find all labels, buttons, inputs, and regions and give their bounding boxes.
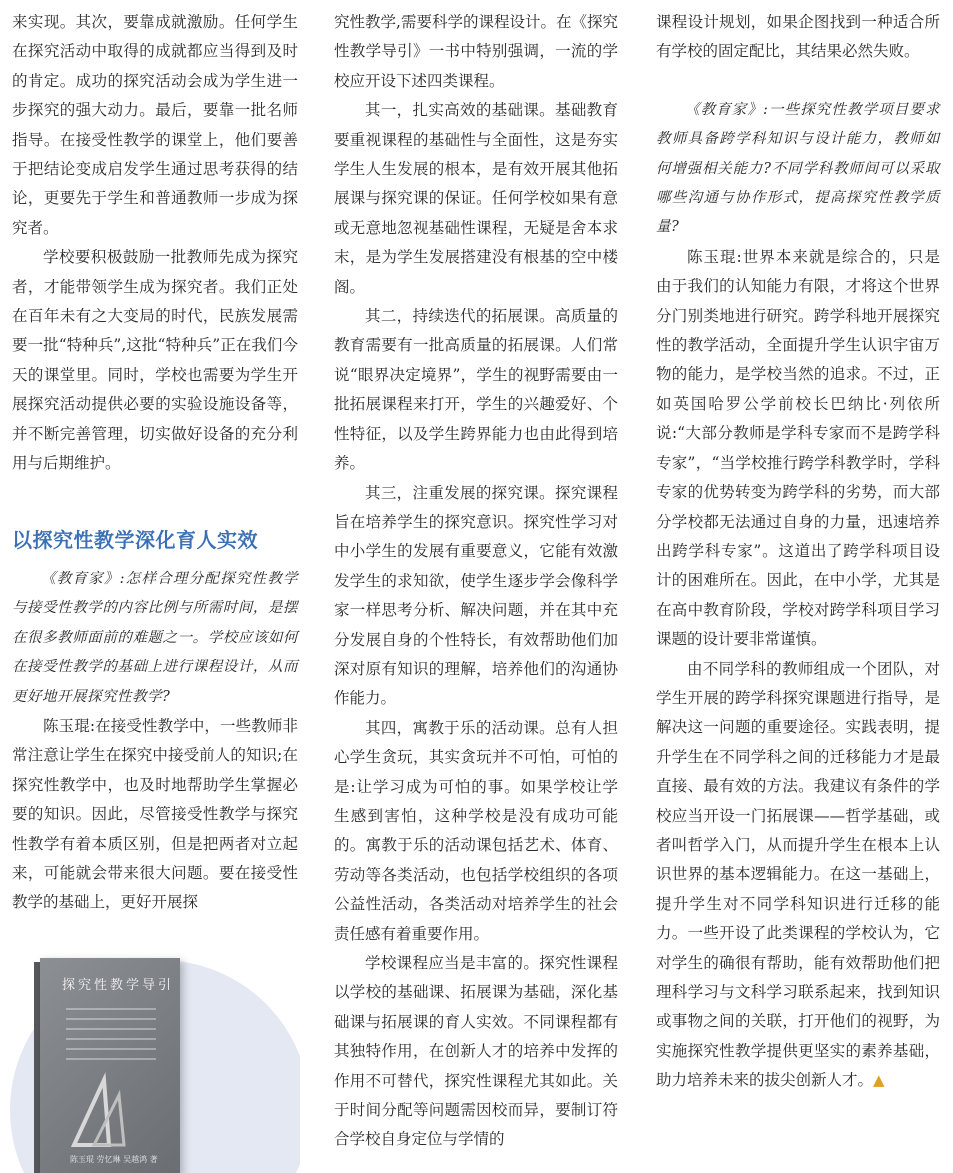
paragraph: 其二，持续迭代的拓展课。高质量的教育需要有一批高质量的拓展课。人们常说“眼界决定境界”，学生的视野需要由一批拓展课程来打开，学生的兴趣爱好、个性特征，以及学生跨界能力也由此得到培养。 [334, 307, 618, 473]
paragraph: 其三，注重发展的探究课。探究课程旨在培养学生的探究意识。探究性学习对中小学生的发展有重要意义，它能有效激发学生的求知欲，使学生逐步学会像科学家一样思考分析、解决问题，并在其中充分发展自身的个性特长，有效帮助他们加深对原有知识的理解，培养他们的沟通协作能力。 [334, 483, 618, 708]
book-image [0, 920, 300, 1173]
paragraph: 学校要积极鼓励一批教师先成为探究者，才能带领学生成为探究者。我们正处在百年未有之大变局的时代，民族发展需要一批“特种兵”,这批“特种兵”正在我们今天的课堂里。同时，学校也需要为学生开展探究活动提供必要的实验设施设备等，并不断完善管理，切实做好设备的充分利用与后期维护。 [12, 248, 298, 473]
paragraph: 其四，寓教于乐的活动课。总有人担心学生贪玩，其实贪玩并不可怕，可怕的是:让学习成为可怕的事。如果学校让学生感到害怕，这种学校是没有成功可能的。寓教于乐的活动课包括艺术、体育、劳动等各类活动，也包括学校组织的各项公益性活动，各类活动对培养学生的社会责任感有着重要作用。 [334, 718, 618, 943]
section-heading: 以探究性教学深化育人实效 [12, 528, 258, 552]
book-authors: 陈玉琨 劳忆琳 吴越鸿 著 [70, 1155, 158, 1164]
column-2 [334, 8, 618, 1155]
column-1 [12, 8, 298, 479]
interview-answer: 陈玉琨:世界本来就是综合的，只是由于我们的认知能力有限，才将这个世界分门别类地进行研究。跨学科地开展探究性的教学活动，全面提升学生认识宇宙万物的能力，是学校当然的追求。不过，正如英国哈罗公学前校长巴纳比·列依所说:“大部分教师是学科专家而不是跨学科专家”，“当学校推行跨学科教学时，学科专家的优势转变为跨学科的劣势，而大部分学校都无法通过自身的力量，迅速培养出跨学科专家”。这道出了跨学科项目设计的困难所在。因此，在中小学，尤其是在高中教育阶段，学校对跨学科项目学习课题的设计要非常谨慎。 [656, 247, 940, 649]
book-title: 探究性教学导引 [62, 978, 175, 993]
graduation-cap-icon: ▲ [873, 1071, 885, 1090]
interview-answer: 陈玉琨:在接受性教学中，一些教师非常注意让学生在探究中接受前人的知识;在探究性教学中，也及时地帮助学生掌握必要的知识。因此，尽管接受性教学与探究性教学有着本质区别，但是把两者对立起来，可能就会带来很大问题。要在接受性教学的基础上，更好开展探 [12, 717, 298, 912]
paragraph: 学校课程应当是丰富的。探究性课程以学校的基础课、拓展课为基础，深化基础课与拓展课的育人实效。不同课程都有其独特作用，在创新人才的培养中发挥的作用不可替代，探究性课程尤其如此。关于时间分配等问题需因校而异，要制订符合学校自身定位与学情的 [334, 954, 618, 1149]
column-3 [656, 8, 940, 1096]
book-cover [40, 958, 180, 1173]
paragraph: 来实现。其次，要靠成就激励。任何学生在探究活动中取得的成就都应当得到及时的肯定。成功的探究活动会成为学生进一步探究的强大动力。最后，要靠一批名师指导。在接受性教学的课堂上，他们要善于把结论变成启发学生通过思考获得的结论，更要先于学生和普通教师一步成为探究者。 [12, 13, 298, 237]
column-1-lower [12, 565, 298, 918]
book-cover-text-lines [66, 1008, 156, 1068]
book-cover-graphic [64, 1070, 144, 1150]
paragraph: 其一，扎实高效的基础课。基础教育要重视课程的基础性与全面性，这是夯实学生人生发展的根本，是有效开展其他拓展课与探究课的保证。任何学校如果有意或无意地忽视基础性课程，无疑是舍本求末，是为学生发展搭建没有根基的空中楼阁。 [334, 101, 618, 296]
paragraph: 究性教学,需要科学的课程设计。在《探究性教学导引》一书中特别强调，一流的学校应开设下述四类课程。 [334, 13, 618, 90]
interview-question: 《教育家》:一些探究性教学项目要求教师具备跨学科知识与设计能力，教师如何增强相关能力?不同学科教师间可以采取哪些沟通与协作形式，提高探究性教学质量? [656, 101, 940, 236]
paragraph [656, 655, 940, 1096]
paragraph-text: 由不同学科的教师组成一个团队，对学生开展的跨学科探究课题进行指导，是解决这一问题的重要途径。实践表明，提升学生在不同学科之间的迁移能力才是最直接、最有效的方法。我建议有条件的学校应当开设一门拓展课——哲学基础，或者叫哲学入门，从而提升学生在根本上认识世界的基本逻辑能力。在这一基础上，提升学生对不同学科知识进行迁移的能力。一些开设了此类课程的学校认为，它对学生的确很有帮助，能有效帮助他们把理科学习与文科学习联系起来，找到知识或事物之间的关联，打开他们的视野，为实施探究性教学提供更坚实的素养基础，助力培养未来的拔尖创新人才。 [656, 659, 940, 1090]
paragraph: 课程设计规划，如果企图找到一种适合所有学校的固定配比，其结果必然失败。 [656, 13, 940, 61]
spacer [656, 67, 940, 96]
interview-question: 《教育家》:怎样合理分配探究性教学与接受性教学的内容比例与所需时间，是摆在很多教师面前的难题之一。学校应该如何在接受性教学的基础上进行课程设计，从而更好地开展探究性教学? [12, 571, 298, 705]
